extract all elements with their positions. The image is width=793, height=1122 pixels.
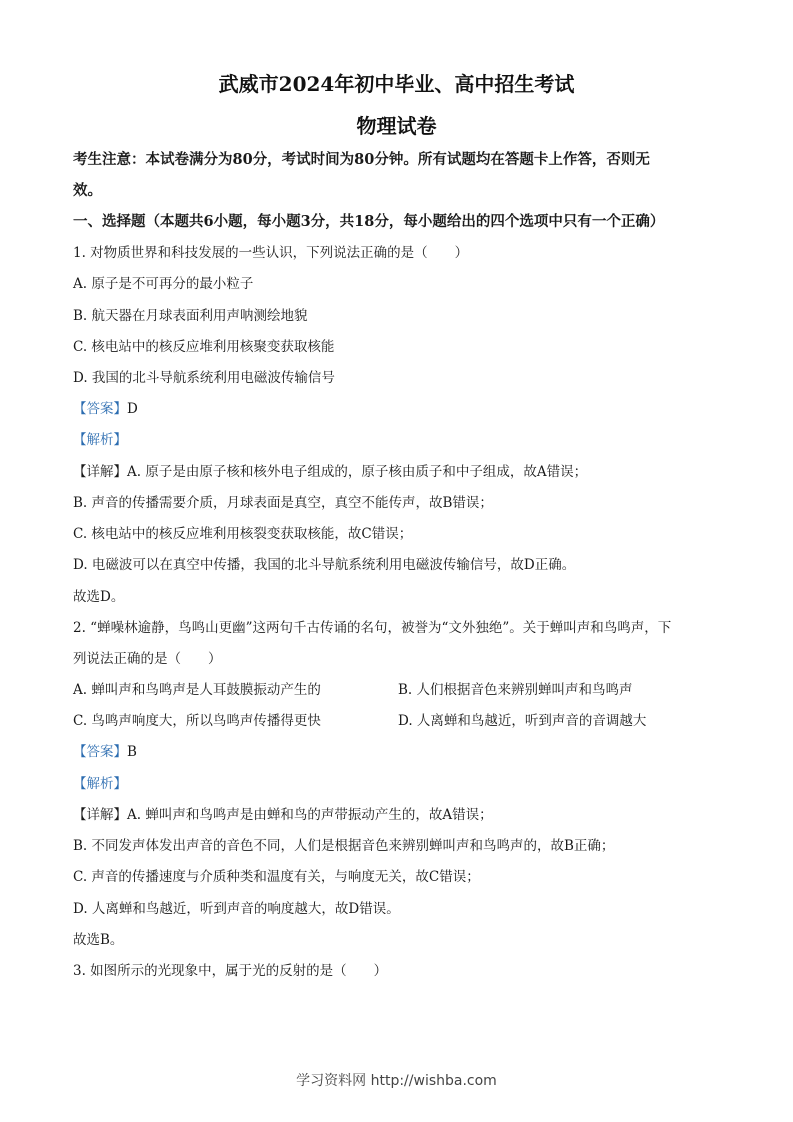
exam-subtitle: 物理试卷 — [356, 114, 437, 138]
q2-option-b: B. 人们根据音色来辨别蝉叫声和鸟鸣声 — [398, 682, 633, 698]
q1-option-d: D. 我国的北斗导航系统利用电磁波传输信号 — [73, 370, 335, 386]
q2-conclusion: 故选B。 — [73, 932, 124, 948]
detail-text: A. 蝉叫声和鸟鸣声是由蝉和鸟的声带振动产生的，故A错误； — [127, 807, 493, 823]
exam-title: 武威市2024年初中毕业、高中招生考试 — [218, 72, 575, 96]
q2-detail-3: C. 声音的传播速度与介质种类和温度有关，与响度无关，故C错误； — [73, 869, 480, 885]
section-heading: 一、选择题（本题共6小题，每小题3分，共18分，每小题给出的四个选项中只有一个正确） — [73, 213, 665, 230]
q1-option-a: A. 原子是不可再分的最小粒子 — [73, 276, 254, 292]
answer-tag: 【答案】 — [73, 744, 127, 760]
q1-option-c: C. 核电站中的核反应堆利用核聚变获取核能 — [73, 339, 335, 355]
q1-detail-2: B. 声音的传播需要介质，月球表面是真空，真空不能传声，故B错误； — [73, 495, 493, 511]
detail-tag: 【详解】 — [73, 464, 127, 480]
q2-answer — [73, 742, 137, 762]
q1-stem: 1. 对物质世界和科技发展的一些认识，下列说法正确的是（ ） — [73, 245, 469, 261]
answer-value: D — [127, 401, 138, 417]
notice-line-1: 考生注意：本试卷满分为80分，考试时间为80分钟。所有试题均在答题卡上作答，否则无 — [73, 151, 650, 168]
detail-text: A. 原子是由原子核和核外电子组成的，原子核由质子和中子组成，故A错误； — [127, 464, 588, 480]
q1-conclusion: 故选D。 — [73, 589, 125, 605]
q2-detail-4: D. 人离蝉和鸟越近，听到声音的响度越大，故D错误。 — [73, 901, 400, 917]
q2-option-c: C. 鸟鸣声响度大，所以鸟鸣声传播得更快 — [73, 713, 321, 729]
q2-detail-2: B. 不同发声体发出声音的音色不同，人们是根据音色来辨别蝉叫声和鸟鸣声的，故B正确； — [73, 838, 615, 854]
answer-tag: 【答案】 — [73, 401, 127, 417]
q1-answer — [73, 399, 138, 419]
q2-stem-1: 2. “蝉噪林逾静，鸟鸣山更幽”这两句千古传诵的名句，被誉为“文外独绝”。关于蝉叫声和鸟鸣声，下 — [73, 620, 672, 636]
detail-tag: 【详解】 — [73, 807, 127, 823]
notice-line-2: 效。 — [73, 182, 102, 199]
q1-detail-4: D. 电磁波可以在真空中传播，我国的北斗导航系统利用电磁波传输信号，故D正确。 — [73, 557, 576, 573]
q2-option-d: D. 人离蝉和鸟越近，听到声音的音调越大 — [398, 713, 647, 729]
q2-detail-1 — [73, 805, 493, 825]
q1-analysis-tag: 【解析】 — [73, 432, 127, 448]
footer-watermark: 学习资料网 http://wishba.com — [296, 1073, 497, 1089]
q1-detail-3: C. 核电站中的核反应堆利用核裂变获取核能，故C错误； — [73, 526, 413, 542]
q2-analysis-tag: 【解析】 — [73, 776, 127, 792]
q1-detail-1 — [73, 462, 587, 482]
q2-stem-2: 列说法正确的是（ ） — [73, 651, 222, 667]
answer-value: B — [127, 744, 137, 760]
q2-option-a: A. 蝉叫声和鸟鸣声是人耳鼓膜振动产生的 — [73, 682, 321, 698]
q3-stem: 3. 如图所示的光现象中，属于光的反射的是（ ） — [73, 963, 388, 979]
q1-option-b: B. 航天器在月球表面利用声呐测绘地貌 — [73, 308, 308, 324]
